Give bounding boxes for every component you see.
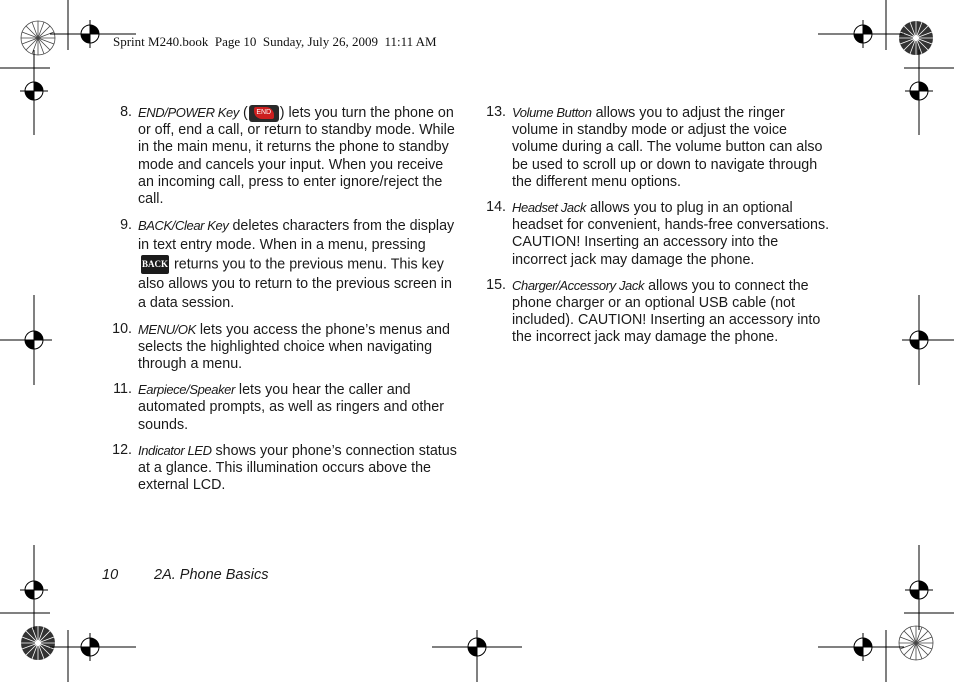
item-term: Volume Button xyxy=(512,105,592,120)
item-number: 15. xyxy=(486,276,506,293)
list-item: 8. END/POWER Key ( END ) lets you turn the phone on or off, end a call, or return to standby mode. While in the main menu, it returns the phone to standby mode and cancels your input. When you receive an incoming call, press to enter ignore/reject the call. xyxy=(108,104,460,208)
item-text: ) lets you turn the phone on or off, end a call, or return to standby mode. While in the main menu, it returns the phone to standby mode and cancels your input. When you receive an incoming call, press to enter ignore/reject the call. xyxy=(138,105,455,208)
list-item xyxy=(482,104,834,191)
list-item xyxy=(108,381,460,434)
star-mark-icon xyxy=(899,21,933,55)
left-column xyxy=(108,104,460,502)
end-key-icon: END xyxy=(249,105,279,122)
item-text: returns you to the previous menu. This key also allows you to return to the previous screen in a data session. xyxy=(138,256,452,311)
list-item xyxy=(108,321,460,374)
item-text: shows your phone’s connection status at a glance. This illumination occurs above the external LCD. xyxy=(138,442,457,494)
item-term: BACK/Clear Key xyxy=(138,218,229,234)
back-key-icon: BACK xyxy=(141,255,169,274)
item-term: Headset Jack xyxy=(512,200,586,216)
item-number: 12. xyxy=(112,441,132,458)
right-column xyxy=(482,104,834,355)
item-text: allows you to adjust the ringer volume in standby mode or adjust the voice volume during a call. The volume button can also be used to scroll up or down to navigate through the different menu options. xyxy=(512,105,823,190)
list-item xyxy=(482,199,834,269)
item-term: Charger/Accessory Jack xyxy=(512,277,645,293)
list-item xyxy=(482,277,834,347)
item-text: allows you to plug in an optional headset for convenient, hands-free conversations. CAUTION! Inserting an accessory into the incorrect jack may damage the phone. xyxy=(512,200,830,268)
item-term: MENU/OK xyxy=(138,321,196,337)
item-text: lets you access the phone’s menus and selects the highlighted choice when navigating through a menu. xyxy=(138,321,450,372)
section-title: 2A. Phone Basics xyxy=(154,567,269,583)
page-number: 10 xyxy=(102,567,119,583)
item-term: END/POWER Key xyxy=(138,105,239,120)
item-number: 11. xyxy=(113,381,132,398)
item-text: allows you to connect the phone charger or an optional USB cable (not included). CAUTION! Inserting an accessory into the incorrect jack may damage the phone. xyxy=(512,277,821,346)
item-term: Indicator LED xyxy=(138,442,212,458)
item-text: deletes characters from the display in text entry mode. When in a menu, pressing xyxy=(138,218,455,254)
star-mark-icon xyxy=(21,21,55,55)
item-text: lets you hear the caller and automated prompts, as well as ringers and other sounds. xyxy=(138,382,444,433)
item-number: 13. xyxy=(486,104,506,120)
star-mark-icon xyxy=(899,626,933,660)
item-number: 9. xyxy=(120,217,132,234)
item-number: 14. xyxy=(486,199,506,216)
list-item xyxy=(108,442,460,495)
print-header: Sprint M240.book Page 10 Sunday, July 26, 2009 11:11 AM xyxy=(113,34,437,49)
list-item xyxy=(108,216,460,312)
item-number: 8. xyxy=(120,104,132,120)
item-number: 10. xyxy=(112,320,132,337)
star-mark-icon xyxy=(21,626,55,660)
item-term: Earpiece/Speaker xyxy=(138,382,235,398)
